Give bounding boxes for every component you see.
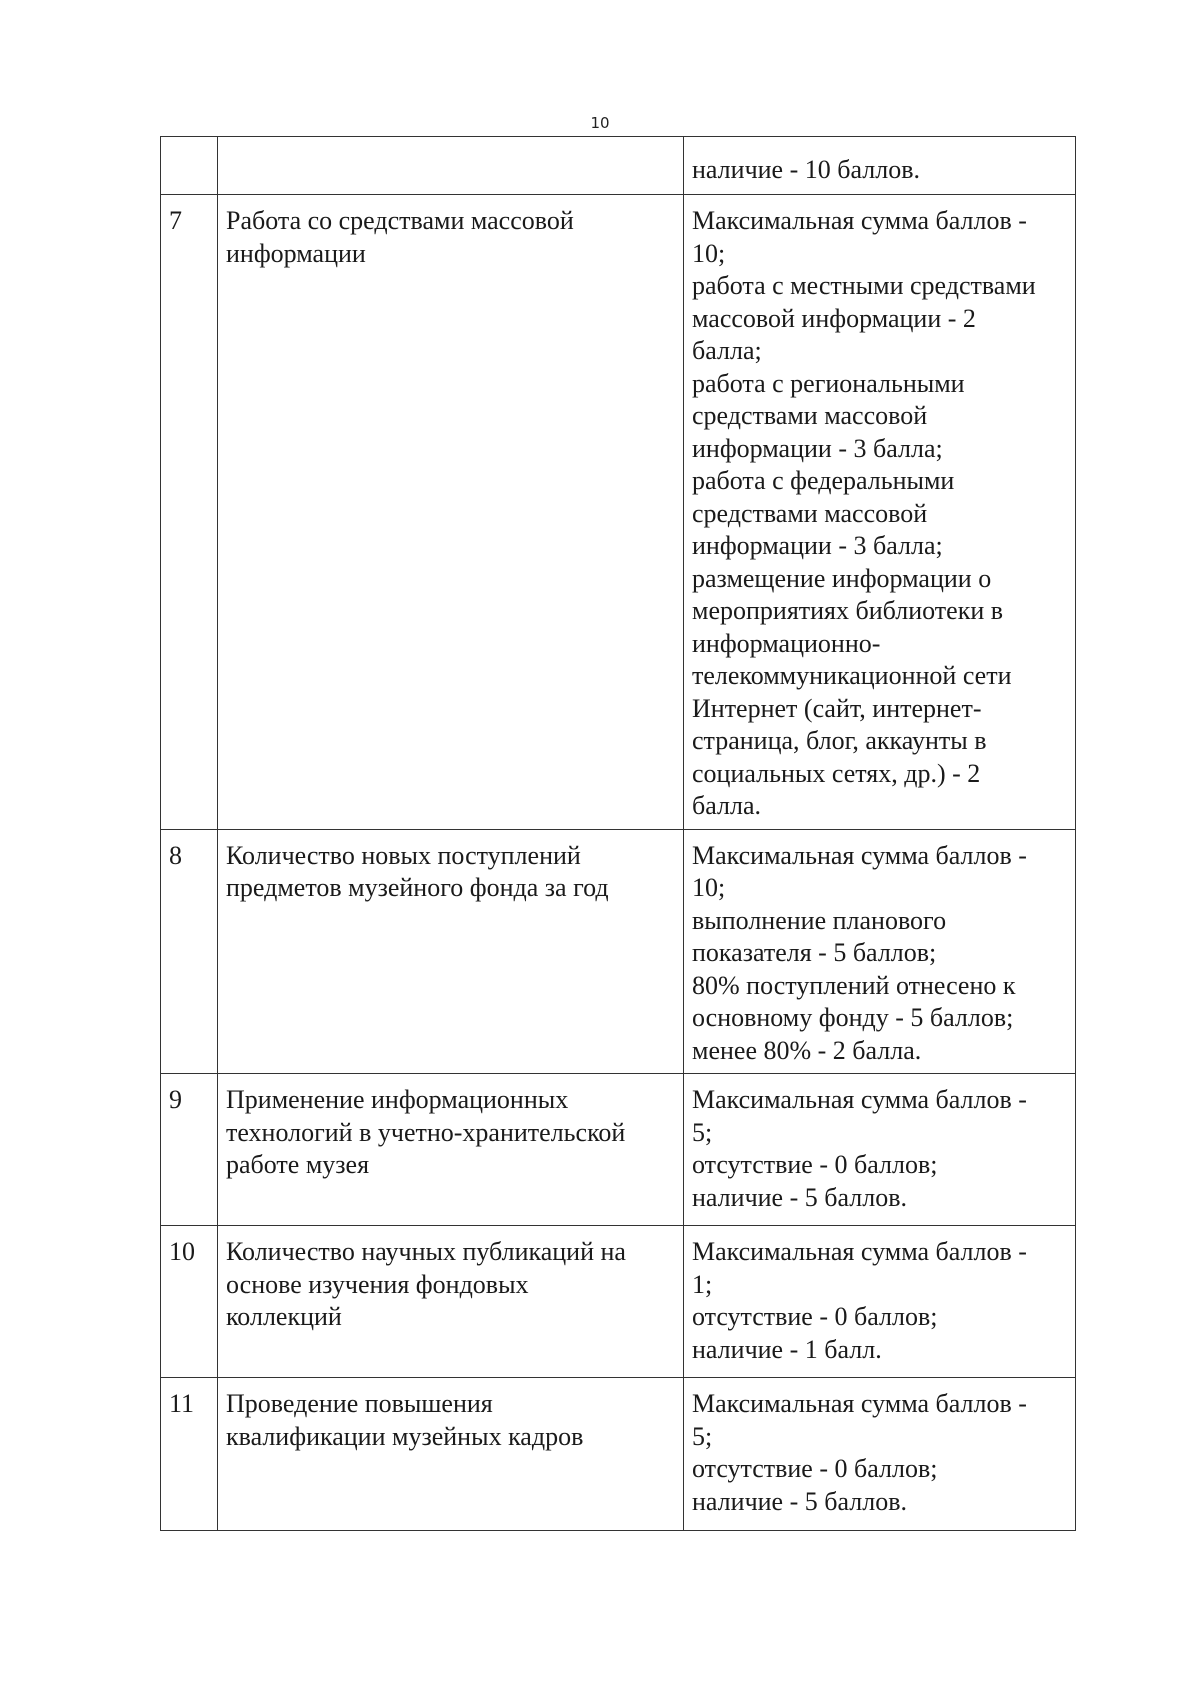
table-row (161, 137, 1076, 195)
scoring-line: информации - 3 балла; (692, 531, 943, 560)
scoring-line: наличие - 1 балл. (692, 1334, 882, 1364)
criterion-line: Количество новых поступлений (226, 840, 581, 870)
criterion-cell (218, 1378, 684, 1531)
scoring-cell (684, 1226, 1076, 1378)
criterion-line: Количество научных публикаций на (226, 1237, 626, 1266)
table-row (161, 1378, 1076, 1531)
scoring-line: наличие - 10 баллов. (692, 155, 920, 184)
criterion-line: коллекций (226, 1302, 342, 1331)
scoring-line: Максимальная сумма баллов - (692, 1389, 1027, 1418)
scoring-line: работа с региональными (692, 368, 965, 398)
scoring-line: социальных сетях, др.) - 2 (692, 758, 981, 788)
table-row (161, 195, 1076, 830)
table-row (161, 1074, 1076, 1226)
scoring-line: размещение информации о (692, 563, 992, 593)
scoring-line: Максимальная сумма баллов - (692, 1237, 1027, 1266)
criterion-line: Применение информационных (226, 1085, 569, 1114)
scoring-line: телекоммуникационной сети (692, 661, 1012, 690)
page-number: 10 (590, 114, 610, 132)
scoring-line: показателя - 5 баллов; (692, 938, 937, 967)
row-number: 7 (161, 195, 218, 830)
criterion-line: Работа со средствами массовой (226, 206, 574, 235)
criterion-line: технологий в учетно-хранительской (226, 1117, 626, 1147)
scoring-line: работа с местными средствами (692, 271, 1036, 300)
scoring-line: информации - 3 балла; (692, 433, 943, 463)
criteria-table (160, 136, 1076, 1531)
scoring-line: 5; (692, 1117, 713, 1147)
scoring-line: отсутствие - 0 баллов; (692, 1302, 938, 1331)
scoring-line: Максимальная сумма баллов - (692, 1085, 1027, 1114)
scoring-line: 10; (692, 873, 726, 902)
scoring-line: наличие - 5 баллов. (692, 1486, 907, 1516)
scoring-line: Интернет (сайт, интернет- (692, 693, 982, 723)
criterion-cell (218, 1226, 684, 1378)
criterion-line: основе изучения фондовых (226, 1269, 529, 1299)
criterion-cell (218, 137, 684, 195)
scoring-line: балла. (692, 791, 761, 820)
row-number (161, 137, 218, 195)
scoring-cell (684, 829, 1076, 1074)
criterion-cell (218, 195, 684, 830)
criterion-line: предметов музейного фонда за год (226, 873, 609, 902)
criterion-line: работе музея (226, 1150, 370, 1179)
row-number: 10 (161, 1226, 218, 1378)
scoring-line: наличие - 5 баллов. (692, 1182, 907, 1212)
scoring-line: менее 80% - 2 балла. (692, 1035, 922, 1065)
scoring-line: отсутствие - 0 баллов; (692, 1150, 938, 1179)
scoring-cell (684, 1074, 1076, 1226)
scoring-line: 5; (692, 1421, 713, 1451)
scoring-line: Максимальная сумма баллов - (692, 840, 1027, 870)
scoring-line: 80% поступлений отнесено к (692, 970, 1016, 1000)
criterion-cell (218, 829, 684, 1074)
criterion-line: Проведение повышения (226, 1389, 493, 1418)
scoring-line: работа с федеральными (692, 466, 955, 495)
criterion-cell (218, 1074, 684, 1226)
scoring-line: 10; (692, 238, 726, 268)
scoring-line: Максимальная сумма баллов - (692, 206, 1027, 235)
scoring-line: страница, блог, аккаунты в (692, 726, 987, 755)
scoring-line: отсутствие - 0 баллов; (692, 1454, 938, 1483)
scoring-line: массовой информации - 2 (692, 303, 976, 333)
scoring-line: средствами массовой (692, 401, 928, 430)
scoring-line: 1; (692, 1269, 713, 1299)
scoring-line: информационно- (692, 628, 881, 658)
row-number: 8 (161, 829, 218, 1074)
scoring-cell (684, 137, 1076, 195)
table-row (161, 829, 1076, 1074)
scoring-line: мероприятиях библиотеки в (692, 596, 1004, 625)
row-number: 11 (161, 1378, 218, 1531)
criterion-line: квалификации музейных кадров (226, 1421, 584, 1451)
criterion-line: информации (226, 238, 366, 268)
scoring-line: балла; (692, 336, 762, 365)
scoring-cell (684, 1378, 1076, 1531)
scoring-line: средствами массовой (692, 498, 928, 528)
scoring-line: основному фонду - 5 баллов; (692, 1003, 1014, 1032)
scoring-cell (684, 195, 1076, 830)
row-number: 9 (161, 1074, 218, 1226)
table-row (161, 1226, 1076, 1378)
scoring-line: выполнение планового (692, 905, 947, 935)
